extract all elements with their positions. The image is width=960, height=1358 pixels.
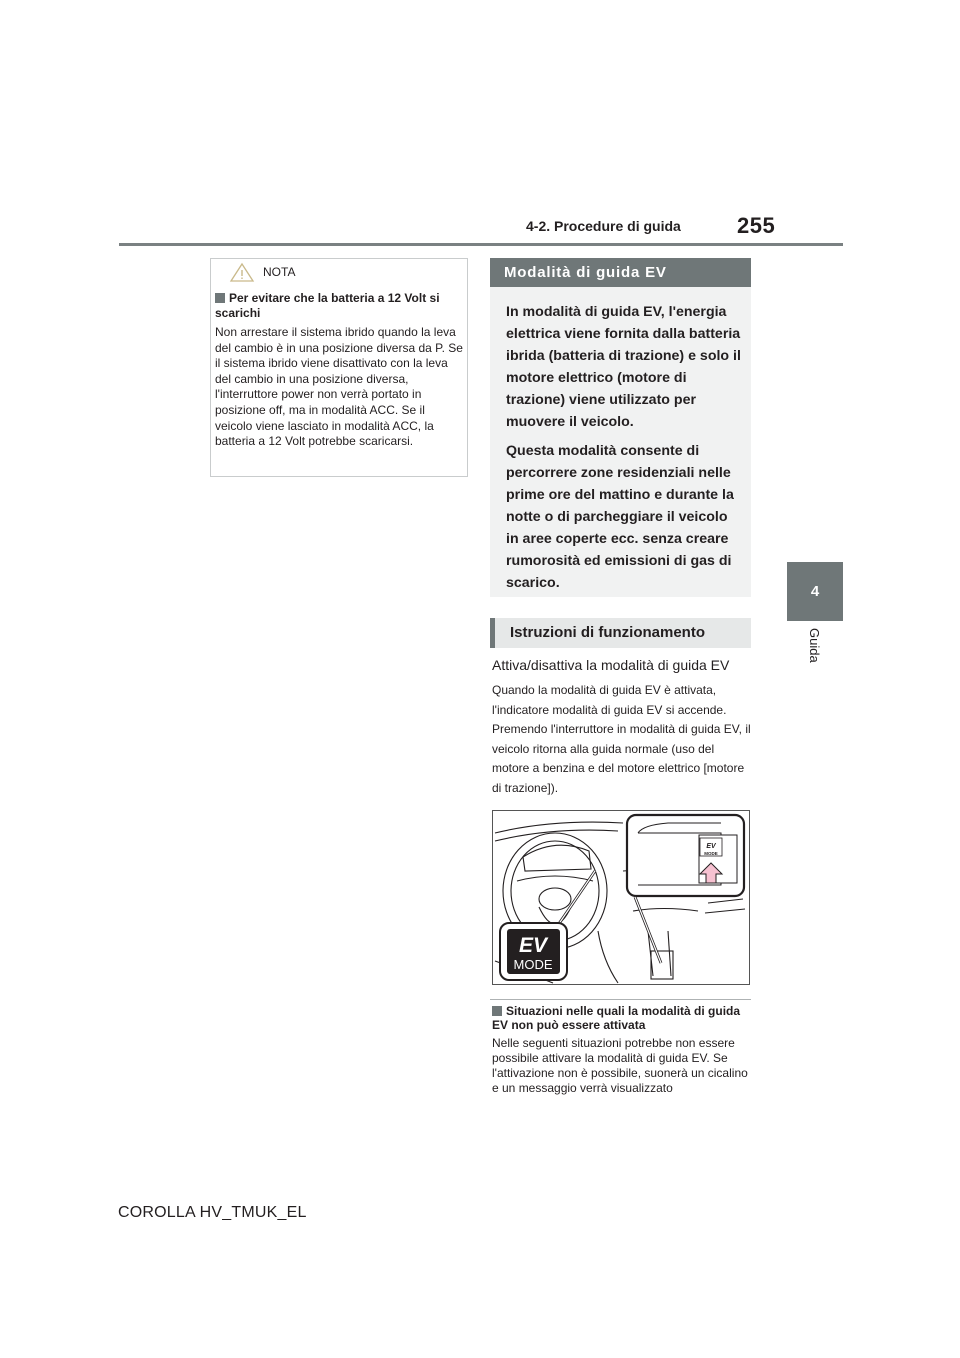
situations-heading bbox=[492, 1004, 747, 1032]
square-bullet-icon bbox=[215, 293, 225, 303]
chapter-number: 4 bbox=[810, 583, 820, 600]
notice-box bbox=[210, 258, 468, 477]
notice-header bbox=[211, 259, 467, 286]
section-divider bbox=[490, 999, 751, 1000]
chapter-tab bbox=[787, 562, 843, 621]
section-title: 4-2. Procedure di guida bbox=[526, 218, 681, 234]
footer-model: COROLLA HV_TMUK_EL bbox=[118, 1204, 307, 1221]
ev-mode-illustration bbox=[492, 810, 750, 985]
instructions-heading: Istruzioni di funzionamento bbox=[490, 618, 751, 648]
ev-mode-paragraph-2: Questa modalità consente di percorrere zone residenziali nelle prime ore del mattino e durante la notte o di parcheggiare il veicolo in aree coperte ecc. senza creare rumorosità ed emissioni di gas di scarico. bbox=[506, 443, 734, 591]
situations-heading-text: Situazioni nelle quali la modalità di guida EV non può essere attivata bbox=[492, 1004, 741, 1032]
notice-title: NOTA bbox=[263, 265, 296, 279]
chapter-label-text: Guida bbox=[807, 628, 822, 663]
ev-mode-intro bbox=[490, 287, 751, 597]
big-ev-label: EV bbox=[518, 934, 548, 957]
notice-subheading bbox=[215, 291, 463, 321]
ev-mode-paragraph-1: In modalità di guida EV, l'energia elettrica viene fornita dalla batteria ibrida (batteria di trazione) e solo il motore elettrico (motore di trazione) viene utilizzato per muovere il veicolo. bbox=[506, 304, 741, 430]
dashboard-illustration bbox=[493, 811, 749, 984]
small-mode-label: MODE bbox=[704, 851, 718, 856]
small-ev-label: EV bbox=[706, 843, 716, 850]
header-rule bbox=[119, 243, 843, 246]
big-mode-label: MODE bbox=[513, 957, 553, 972]
instructions-body: Quando la modalità di guida EV è attivata, l'indicatore modalità di guida EV si accende. Premendo l'interruttore in modalità di guida EV, il veicolo ritorna alla guida normale (uso del motore a benzina e del motore elettrico [motore di trazione]). bbox=[492, 683, 751, 795]
page-number: 255 bbox=[737, 213, 776, 238]
instructions-subtitle: Attiva/disattiva la modalità di guida EV bbox=[492, 657, 730, 673]
warning-triangle-icon bbox=[229, 262, 255, 283]
notice-body: Non arrestare il sistema ibrido quando la leva del cambio è in una posizione diversa da P. Se il sistema ibrido viene disattivato con la leva del cambio in una posizione diversa, l'interruttore power non verrà portato in posizione off, ma in modalità ACC. Se il veicolo viene lasciato in modalità ACC, la batteria a 12 Volt potrebbe scaricarsi. bbox=[215, 325, 463, 449]
situations-body: Nelle seguenti situazioni potrebbe non essere possibile attivare la modalità di guida EV. Se l'attivazione non è possibile, suonerà un cicalino e un messaggio verrà visualizzato bbox=[492, 1036, 748, 1095]
square-bullet-icon bbox=[492, 1006, 502, 1016]
notice-subheading-text: Per evitare che la batteria a 12 Volt si scarichi bbox=[215, 291, 440, 320]
chapter-label bbox=[787, 628, 843, 678]
ev-mode-heading: Modalità di guida EV bbox=[490, 258, 751, 287]
